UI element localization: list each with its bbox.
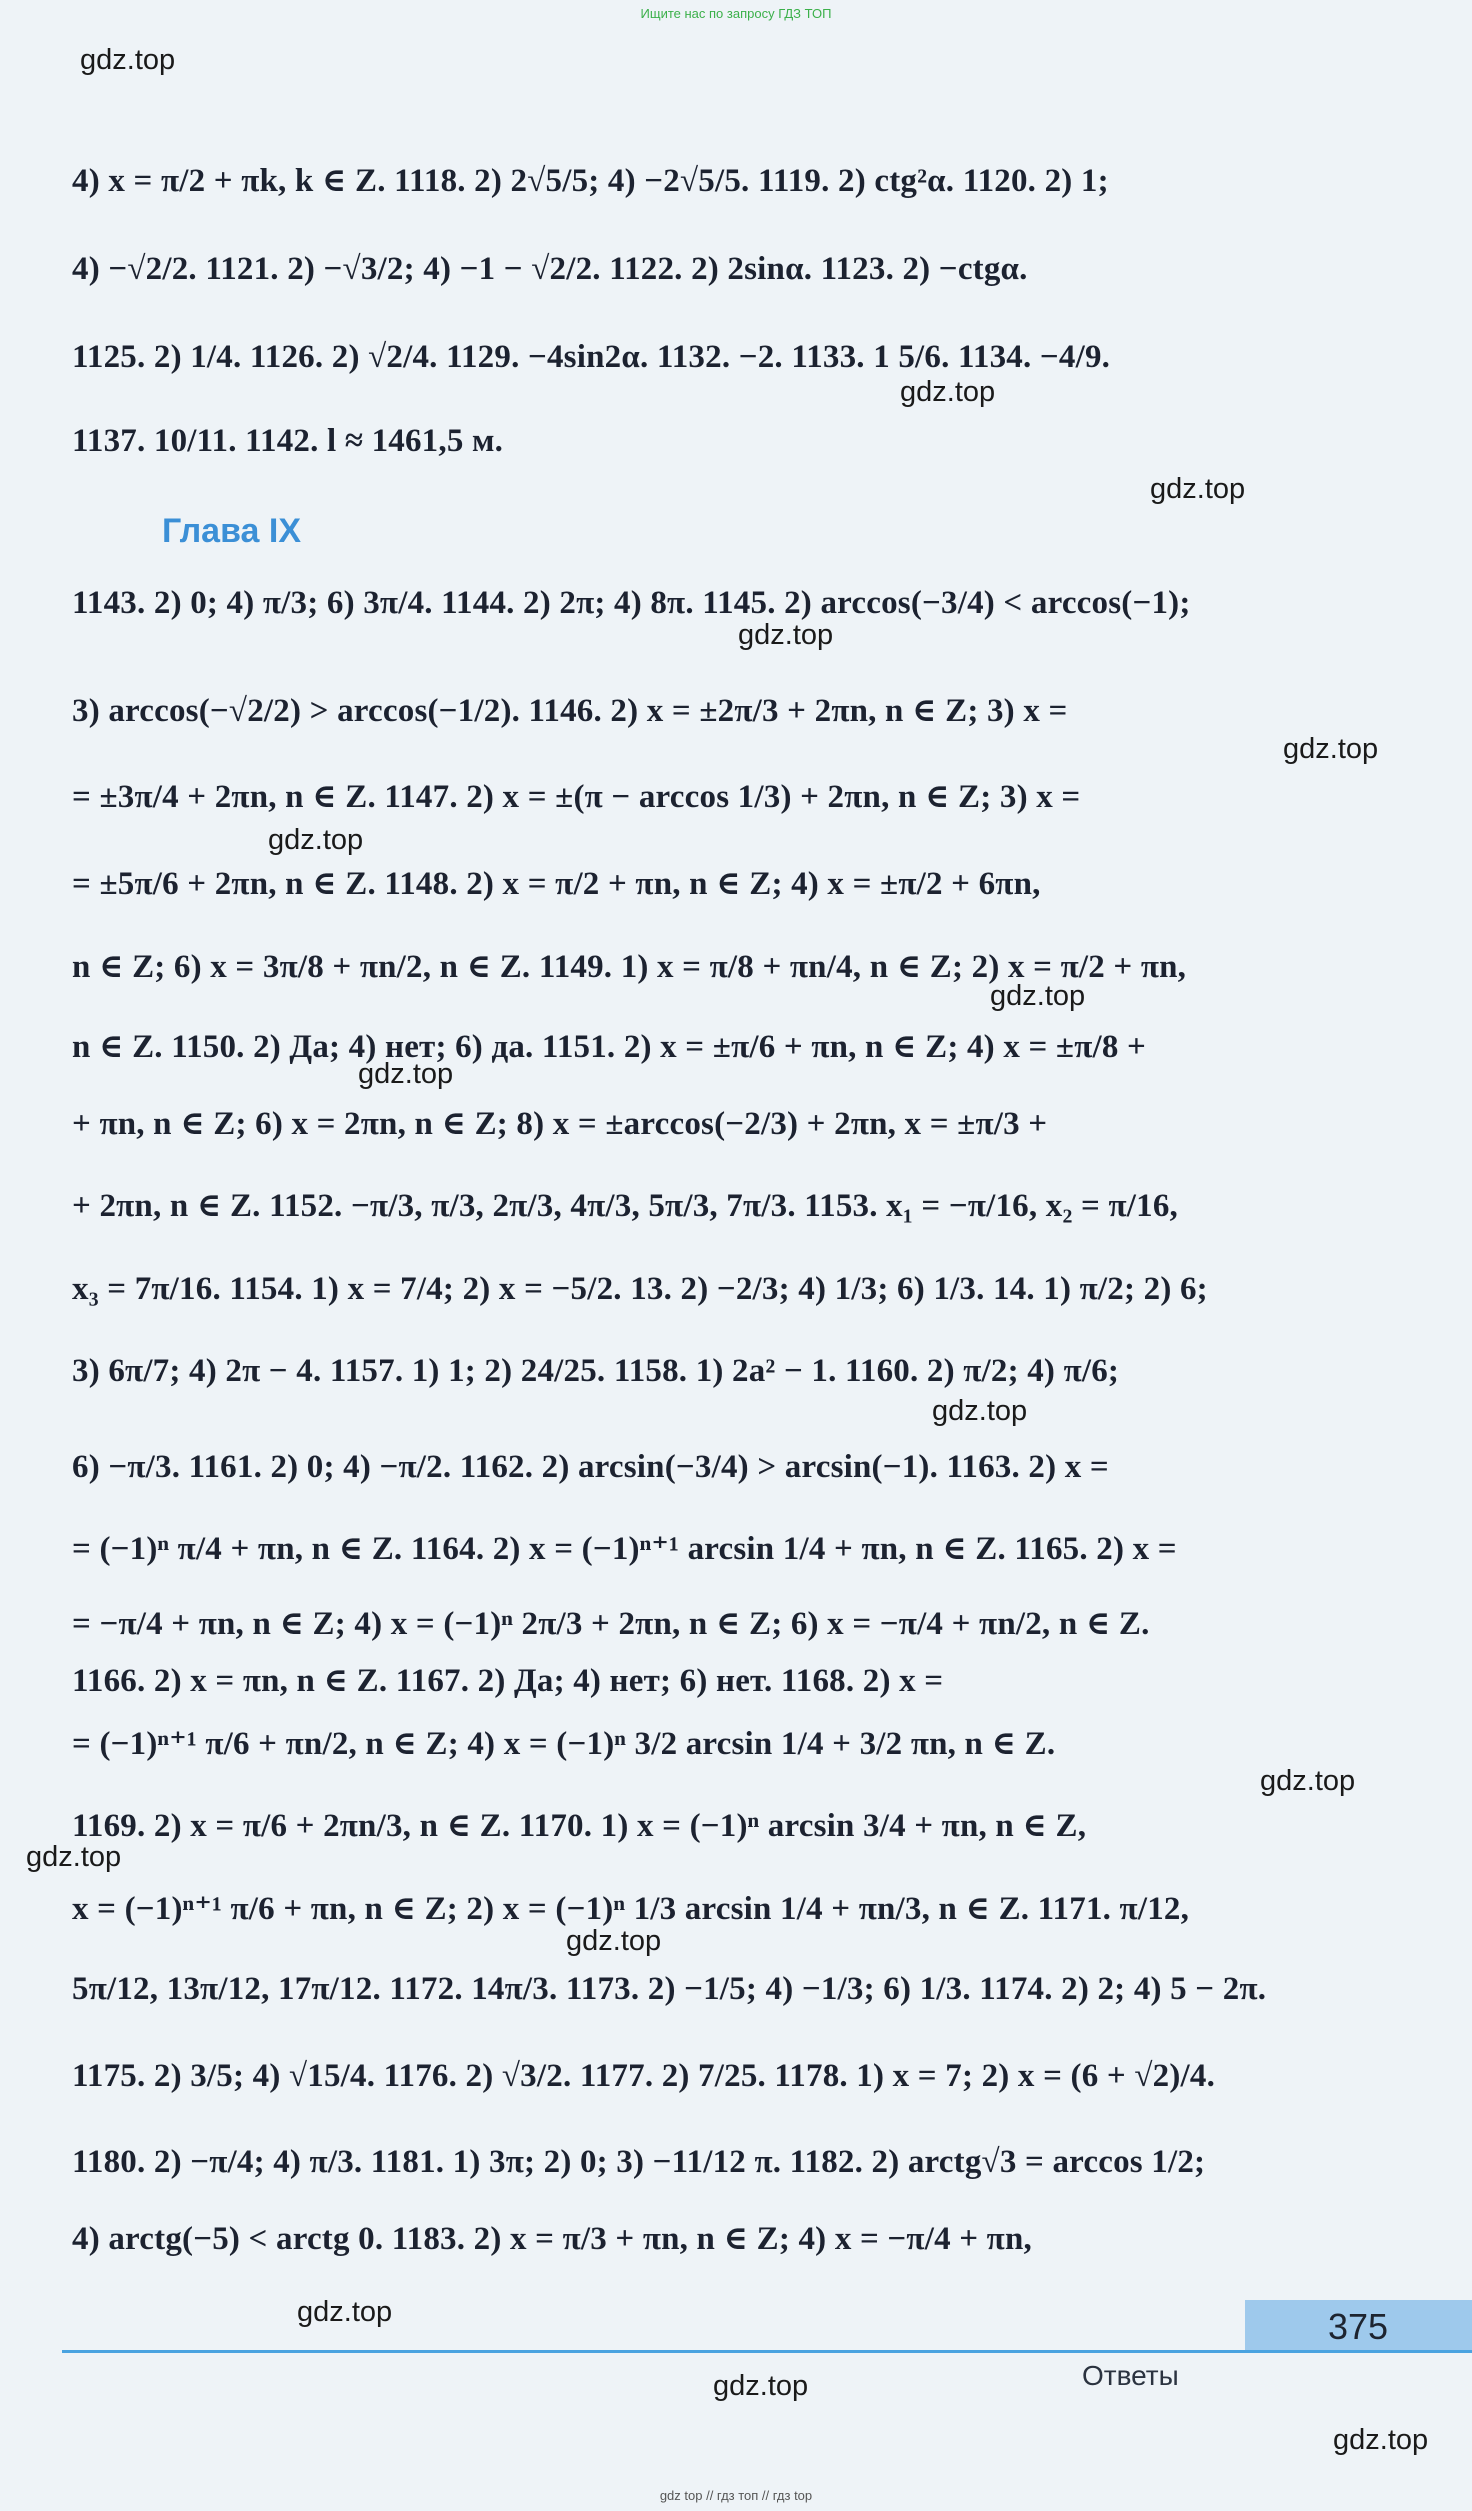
answer-line: = −π/4 + πn, n ∈ Z; 4) x = (−1)ⁿ 2π/3 + 2πn, n ∈ Z; 6) x = −π/4 + πn/2, n ∈ Z. — [72, 1606, 1150, 1642]
watermark: gdz.top — [1283, 733, 1379, 765]
answer-line: 6) −π/3. 1161. 2) 0; 4) −π/2. 1162. 2) arcsin(−3/4) > arcsin(−1). 1163. 2) x = — [72, 1449, 1109, 1485]
footer-rule — [62, 2350, 1472, 2353]
answer-line: 4) −√2/2. 1121. 2) −√3/2; 4) −1 − √2/2. 1122. 2) 2sinα. 1123. 2) −ctgα. — [72, 251, 1028, 287]
answer-line: 1180. 2) −π/4; 4) π/3. 1181. 1) 3π; 2) 0; 3) −11/12 π. 1182. 2) arctg√3 = arccos 1/2; — [72, 2144, 1206, 2180]
answer-line: + 2πn, n ∈ Z. 1152. −π/3, π/3, 2π/3, 4π/3, 5π/3, 7π/3. 1153. x₁ = −π/16, x₂ = π/16, — [72, 1188, 1178, 1224]
answer-line: 4) arctg(−5) < arctg 0. 1183. 2) x = π/3 + πn, n ∈ Z; 4) x = −π/4 + πn, — [72, 2221, 1032, 2257]
watermark: gdz.top — [713, 2370, 809, 2402]
watermark: gdz.top — [900, 376, 996, 408]
watermark: gdz.top — [1260, 1765, 1356, 1797]
watermark: gdz.top — [80, 44, 176, 76]
answer-line: 1175. 2) 3/5; 4) √15/4. 1176. 2) √3/2. 1177. 2) 7/25. 1178. 1) x = 7; 2) x = (6 + √2)/4. — [72, 2058, 1216, 2094]
answer-line: = ±5π/6 + 2πn, n ∈ Z. 1148. 2) x = π/2 + πn, n ∈ Z; 4) x = ±π/2 + 6πn, — [72, 866, 1041, 902]
watermark: gdz.top — [268, 824, 364, 856]
answer-line: + πn, n ∈ Z; 6) x = 2πn, n ∈ Z; 8) x = ±arccos(−2/3) + 2πn, x = ±π/3 + — [72, 1106, 1048, 1142]
answer-line: 1125. 2) 1/4. 1126. 2) √2/4. 1129. −4sin2α. 1132. −2. 1133. 1 5/6. 1134. −4/9. — [72, 339, 1111, 375]
answer-line: = (−1)ⁿ⁺¹ π/6 + πn/2, n ∈ Z; 4) x = (−1)ⁿ 3/2 arcsin 1/4 + 3/2 πn, n ∈ Z. — [72, 1726, 1056, 1762]
answer-line: 5π/12, 13π/12, 17π/12. 1172. 14π/3. 1173. 2) −1/5; 4) −1/3; 6) 1/3. 1174. 2) 2; 4) 5 − 2π. — [72, 1971, 1267, 2007]
answer-line: 1169. 2) x = π/6 + 2πn/3, n ∈ Z. 1170. 1) x = (−1)ⁿ arcsin 3/4 + πn, n ∈ Z, — [72, 1808, 1087, 1844]
answer-line: = (−1)ⁿ π/4 + πn, n ∈ Z. 1164. 2) x = (−1)ⁿ⁺¹ arcsin 1/4 + πn, n ∈ Z. 1165. 2) x = — [72, 1531, 1177, 1567]
section-name: Ответы — [1082, 2360, 1179, 2391]
watermark: gdz.top — [990, 980, 1086, 1012]
answer-line: x₃ = 7π/16. 1154. 1) x = 7/4; 2) x = −5/2. 13. 2) −2/3; 4) 1/3; 6) 1/3. 14. 1) π/2; 2) 6; — [72, 1271, 1208, 1307]
page-number: 375 — [1328, 2306, 1389, 2347]
watermark: gdz.top — [738, 619, 834, 651]
watermark: gdz.top — [1150, 473, 1246, 505]
chapter-title: Глава IX — [162, 512, 302, 550]
answer-line: = ±3π/4 + 2πn, n ∈ Z. 1147. 2) x = ±(π − arccos 1/3) + 2πn, n ∈ Z; 3) x = — [72, 779, 1081, 815]
answer-line: x = (−1)ⁿ⁺¹ π/6 + πn, n ∈ Z; 2) x = (−1)ⁿ 1/3 arcsin 1/4 + πn/3, n ∈ Z. 1171. π/12, — [72, 1891, 1190, 1927]
answer-line: n ∈ Z. 1150. 2) Да; 4) нет; 6) да. 1151. 2) x = ±π/6 + πn, n ∈ Z; 4) x = ±π/8 + — [72, 1029, 1147, 1065]
watermark: gdz.top — [932, 1395, 1028, 1427]
top-banner: Ищите нас по запросу ГДЗ ТОП — [640, 6, 832, 21]
answer-line: 1137. 10/11. 1142. l ≈ 1461,5 м. — [72, 423, 504, 459]
answer-line: 4) x = π/2 + πk, k ∈ Z. 1118. 2) 2√5/5; 4) −2√5/5. 1119. 2) ctg²α. 1120. 2) 1; — [72, 163, 1109, 199]
answer-line: 3) arccos(−√2/2) > arccos(−1/2). 1146. 2) x = ±2π/3 + 2πn, n ∈ Z; 3) x = — [72, 693, 1068, 729]
answer-line: n ∈ Z; 6) x = 3π/8 + πn/2, n ∈ Z. 1149. 1) x = π/8 + πn/4, n ∈ Z; 2) x = π/2 + πn, — [72, 949, 1187, 985]
watermark: gdz.top — [358, 1058, 454, 1090]
watermark: gdz.top — [26, 1841, 122, 1873]
watermark: gdz.top — [297, 2296, 393, 2328]
watermark: gdz.top — [566, 1925, 662, 1957]
answer-line: 1143. 2) 0; 4) π/3; 6) 3π/4. 1144. 2) 2π; 4) 8π. 1145. 2) arccos(−3/4) < arccos(−1); — [72, 585, 1191, 621]
watermark: gdz.top — [1333, 2424, 1429, 2456]
answer-line: 3) 6π/7; 4) 2π − 4. 1157. 1) 1; 2) 24/25. 1158. 1) 2a² − 1. 1160. 2) π/2; 4) π/6; — [72, 1353, 1120, 1389]
answer-line: 1166. 2) x = πn, n ∈ Z. 1167. 2) Да; 4) нет; 6) нет. 1168. 2) x = — [72, 1663, 944, 1699]
bottom-banner: gdz top // гдз топ // гдз top — [659, 2488, 813, 2503]
